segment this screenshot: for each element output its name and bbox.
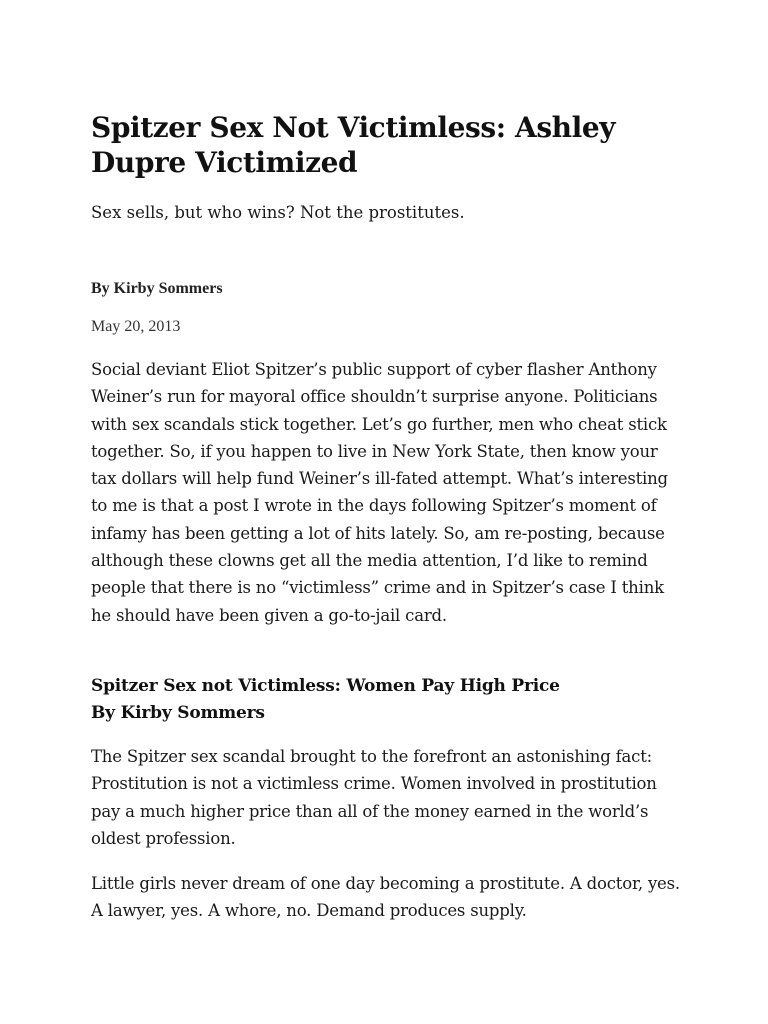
article-byline: By Kirby Sommers: [91, 280, 223, 297]
article-title: Spitzer Sex Not Victimless: Ashley Dupre Victimized: [91, 111, 616, 179]
body-paragraph: Little girls never dream of one day becoming a prostitute. A doctor, yes. A lawyer, yes. A whore, no. Demand produces supply.: [91, 874, 680, 921]
intro-paragraph: Social deviant Eliot Spitzer’s public support of cyber flasher Anthony Weiner’s run for mayoral office shouldn’t surprise anyone. Politicians with sex scandals stick together. Let’s go further, men who cheat stick together. So, if you happen to live in New York State, then know your tax dollars will help fund Weiner’s ill-fated attempt. What’s interesting to me is that a post I wrote in the days following Spitzer’s moment of infamy has been getting a lot of hits lately. So, am re-posting, because although these clowns get all the media attention, I’d like to remind people that there is no “victimless” crime and in Spitzer’s case I think he should have been given a go-to-jail card.: [91, 360, 668, 625]
article-subtitle: Sex sells, but who wins? Not the prostitutes.: [91, 203, 465, 222]
section-byline: By Kirby Sommers: [91, 703, 265, 723]
section-heading: [91, 673, 681, 727]
body-paragraph: The Spitzer sex scandal brought to the forefront an astonishing fact: Prostitution is not a victimless crime. Women involved in prostitution pay a much higher price than all of the money earned in the world’s oldest profession.: [91, 747, 657, 848]
article-date: May 20, 2013: [91, 318, 181, 335]
section-title: Spitzer Sex not Victimless: Women Pay High Price: [91, 676, 560, 696]
